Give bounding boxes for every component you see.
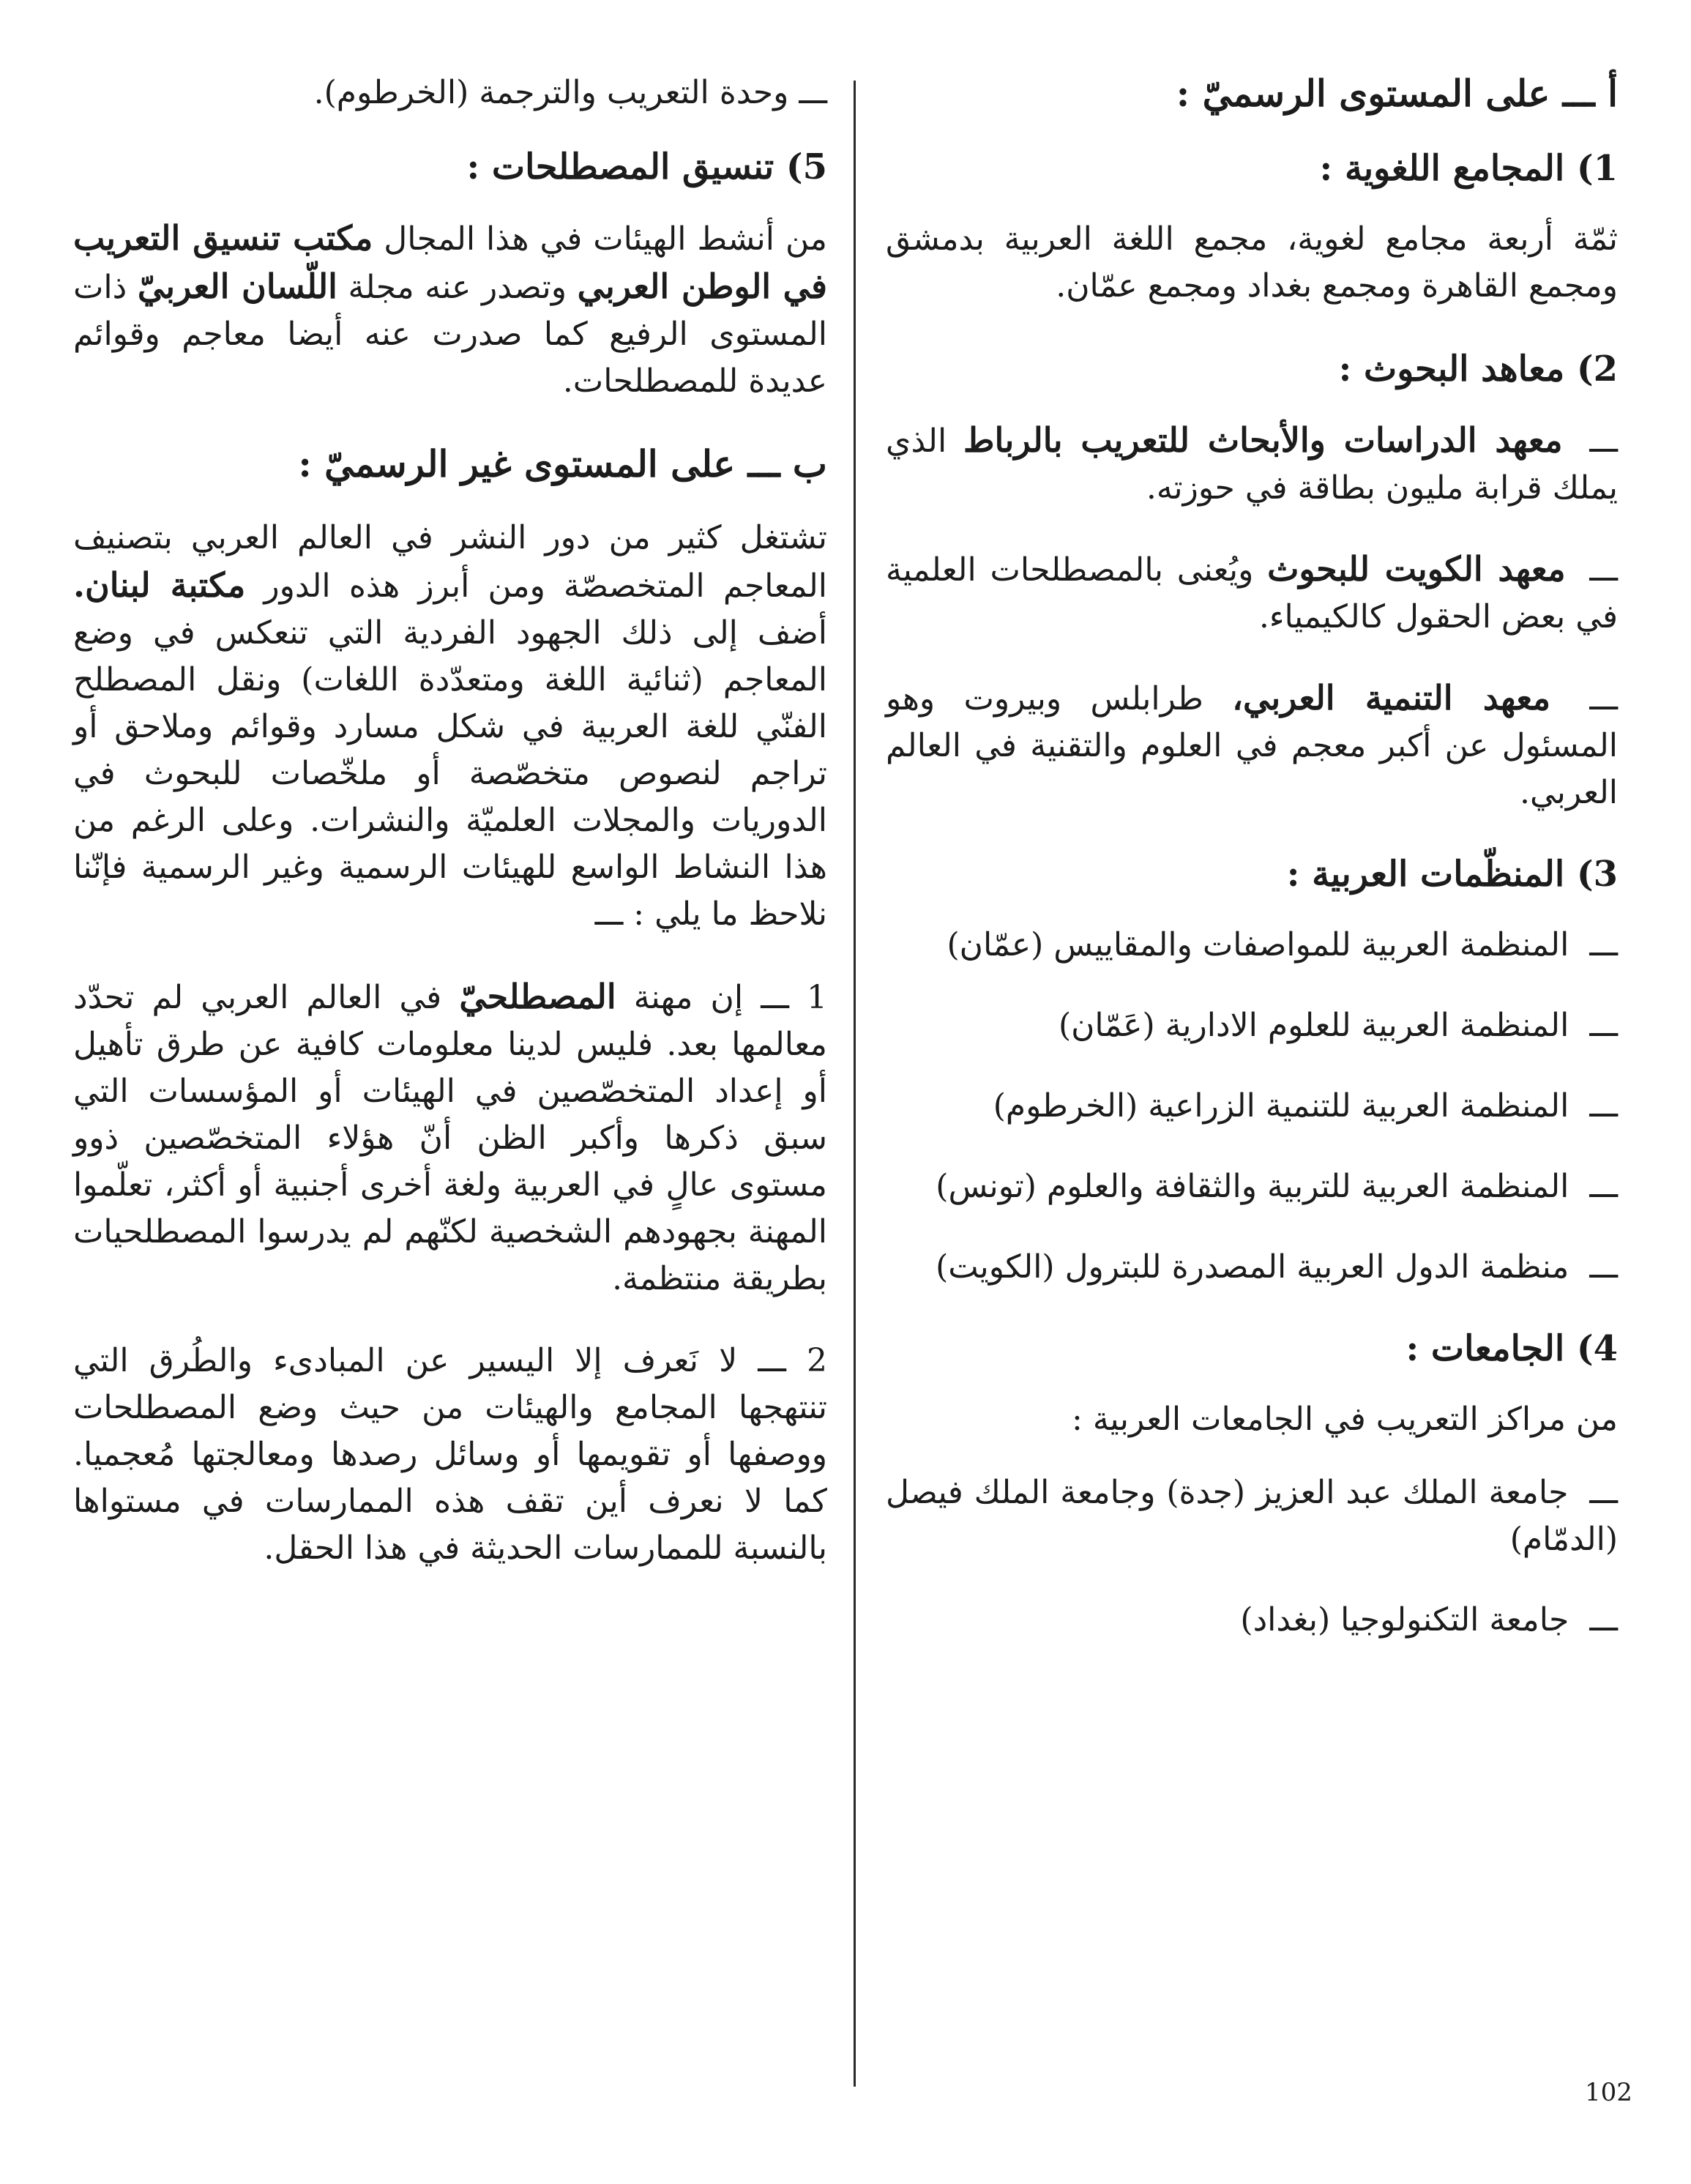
- paragraph-universities: من مراكز التعريب في الجامعات العربية :: [1072, 1401, 1618, 1438]
- right-column: [886, 70, 1618, 1677]
- text-run: من أنشط الهيئات في هذا المجال: [373, 220, 828, 258]
- heading-research-institutes: 2) معاهد البحوث :: [1338, 349, 1618, 390]
- dash-marker: ـــ: [1589, 926, 1618, 964]
- section-b-title: ب ـــ على المستوى غير الرسميّ :: [298, 442, 827, 485]
- dash-marker: ـــ: [1589, 1168, 1618, 1205]
- dash-marker: ـــ: [1589, 1087, 1618, 1125]
- organization-text: المنظمة العربية للتربية والثقافة والعلوم (تونس): [936, 1168, 1569, 1205]
- organization-item: [886, 922, 1618, 969]
- organization-item: [886, 1244, 1618, 1291]
- left-column: [73, 70, 827, 1607]
- numbered-point-1: [73, 973, 827, 1302]
- institute-item-rabat: [886, 417, 1618, 512]
- dash-marker: ـــ: [1589, 551, 1618, 589]
- institute-name-kuwait: معهد الكويت للبحوث: [1267, 549, 1566, 589]
- paragraph-language-academies: ثمّة أربعة مجامع لغوية، مجمع اللغة العربية بدمشق ومجمع القاهرة ومجمع بغداد ومجمع عمّان.: [886, 220, 1618, 305]
- organization-item: [886, 1083, 1618, 1130]
- text-run: 1 ـــ إن مهنة: [616, 979, 827, 1016]
- institute-name-rabat: معهد الدراسات والأبحاث للتعريب بالرباط: [963, 420, 1563, 460]
- organization-text: المنظمة العربية للتنمية الزراعية (الخرطوم): [993, 1087, 1569, 1125]
- dash-marker: ـــ: [1589, 1601, 1618, 1639]
- page-number: 102: [1585, 2078, 1632, 2107]
- text-run: تشتغل كثير من دور النشر في العالم العربي بتصنيف المعاجم المتخصصّة ومن أبرز هذه الدور: [73, 519, 827, 605]
- library-name: مكتبة لبنان.: [73, 565, 246, 605]
- institute-desc-kuwait: ويُعنى بالمصطلحات العلمية في بعض الحقول كالكيمياء.: [886, 551, 1618, 636]
- university-text: جامعة التكنولوجيا (بغداد): [1240, 1601, 1569, 1639]
- text-run: وتصدر عنه مجلة: [337, 269, 578, 306]
- institute-name-arab-development: معهد التنمية العربي،: [1232, 678, 1551, 718]
- organization-text: المنظمة العربية للعلوم الادارية (عَمّان): [1058, 1007, 1569, 1044]
- bureau-name: مكتب تنسيق التعريب في الوطن العربي: [73, 218, 827, 306]
- institute-item-arab-development: [886, 674, 1618, 816]
- organization-item: [886, 1163, 1618, 1210]
- heading-universities: 4) الجامعات :: [1406, 1328, 1618, 1369]
- institute-desc-rabat: الذي يملك قرابة مليون بطاقة في حوزته.: [886, 422, 1618, 507]
- university-item: [886, 1597, 1618, 1644]
- institute-desc-arab-development: طرابلس وبيروت وهو المسئول عن أكبر معجم في العلوم والتقنية في العالم العربي.: [886, 680, 1618, 811]
- paragraph-unofficial-level: [73, 515, 827, 938]
- organization-text: المنظمة العربية للمواصفات والمقاييس (عمّان): [947, 926, 1569, 964]
- dash-marker: ـــ: [1589, 422, 1618, 460]
- dash-marker: ـــ: [1589, 1007, 1618, 1044]
- dash-marker: ـــ: [1589, 680, 1618, 718]
- dash-marker: ـــ: [1589, 1248, 1618, 1286]
- text-run: ذات المستوى الرفيع كما صدرت عنه أيضا معاجم وقوائم عديدة للمصطلحات.: [73, 269, 827, 400]
- dash-marker: ـــ: [1589, 1474, 1618, 1511]
- university-item: [886, 1469, 1618, 1563]
- column-divider: [854, 81, 856, 2087]
- journal-name: اللّسان العربيّ: [137, 267, 337, 306]
- heading-arab-organizations: 3) المنظّمات العربية :: [1286, 854, 1618, 895]
- text-run: في العالم العربي لم تحدّد معالمها بعد. فليس لدينا معلومات كافية عن طرق تأهيل أو إعداد المتخصّصين في الهيئات أو المؤسسات التي سبق ذكرها وأكبر الظن أنّ هؤلاء المتخصّصين ذوو مستوى عالٍ في العربية ولغة أخرى أجنبية أو أكثر، تعلّموا المهنة بجهودهم الشخصية لكنّهم لم يدرسوا المصطلحيات بطريقة منتظمة.: [73, 979, 827, 1297]
- university-text: جامعة الملك عبد العزيز (جدة) وجامعة الملك فيصل (الدمّام): [886, 1474, 1618, 1558]
- paragraph-term-coordination: [73, 215, 827, 405]
- terminologist-term: المصطلحيّ: [459, 977, 616, 1016]
- text-run: أضف إلى ذلك الجهود الفردية التي تنعكس في وضع المعاجم (ثنائية اللغة ومتعدّدة اللغات) ونقل المصطلح الفنّي للغة العربية في شكل مسارد وقوائم وملاحق أو تراجم لنصوص متخصّصة أو ملخّصات للبحوث في الدوريات والمجلات العلميّة والنشرات. وعلى الرغم من هذا النشاط الواسع للهيئات الرسمية وغير الرسمية فإنّنا نلاحظ ما يلي : ـــ: [73, 614, 827, 933]
- unit-khartoum-item: ـــ وحدة التعريب والترجمة (الخرطوم).: [313, 74, 827, 111]
- organization-text: منظمة الدول العربية المصدرة للبترول (الكويت): [936, 1248, 1569, 1286]
- heading-language-academies: 1) المجامع اللغوية :: [1319, 148, 1618, 189]
- institute-item-kuwait: [886, 545, 1618, 641]
- heading-term-coordination: 5) تنسيق المصطلحات :: [466, 146, 827, 187]
- numbered-point-2: 2 ـــ لا نَعرف إلا اليسير عن المبادىء والطُرق التي تنتهجها المجامع والهيئات من حيث وضع المصطلحات ووصفها أو تقويمها أو وسائل رصدها ومعالجتها مُعجميا. كما لا نعرف أين تقف هذه الممارسات في مستواها بالنسبة للممارسات الحديثة في هذا الحقل.: [73, 1342, 827, 1567]
- organization-item: [886, 1002, 1618, 1049]
- section-a-title: أ ـــ على المستوى الرسميّ :: [1176, 72, 1618, 115]
